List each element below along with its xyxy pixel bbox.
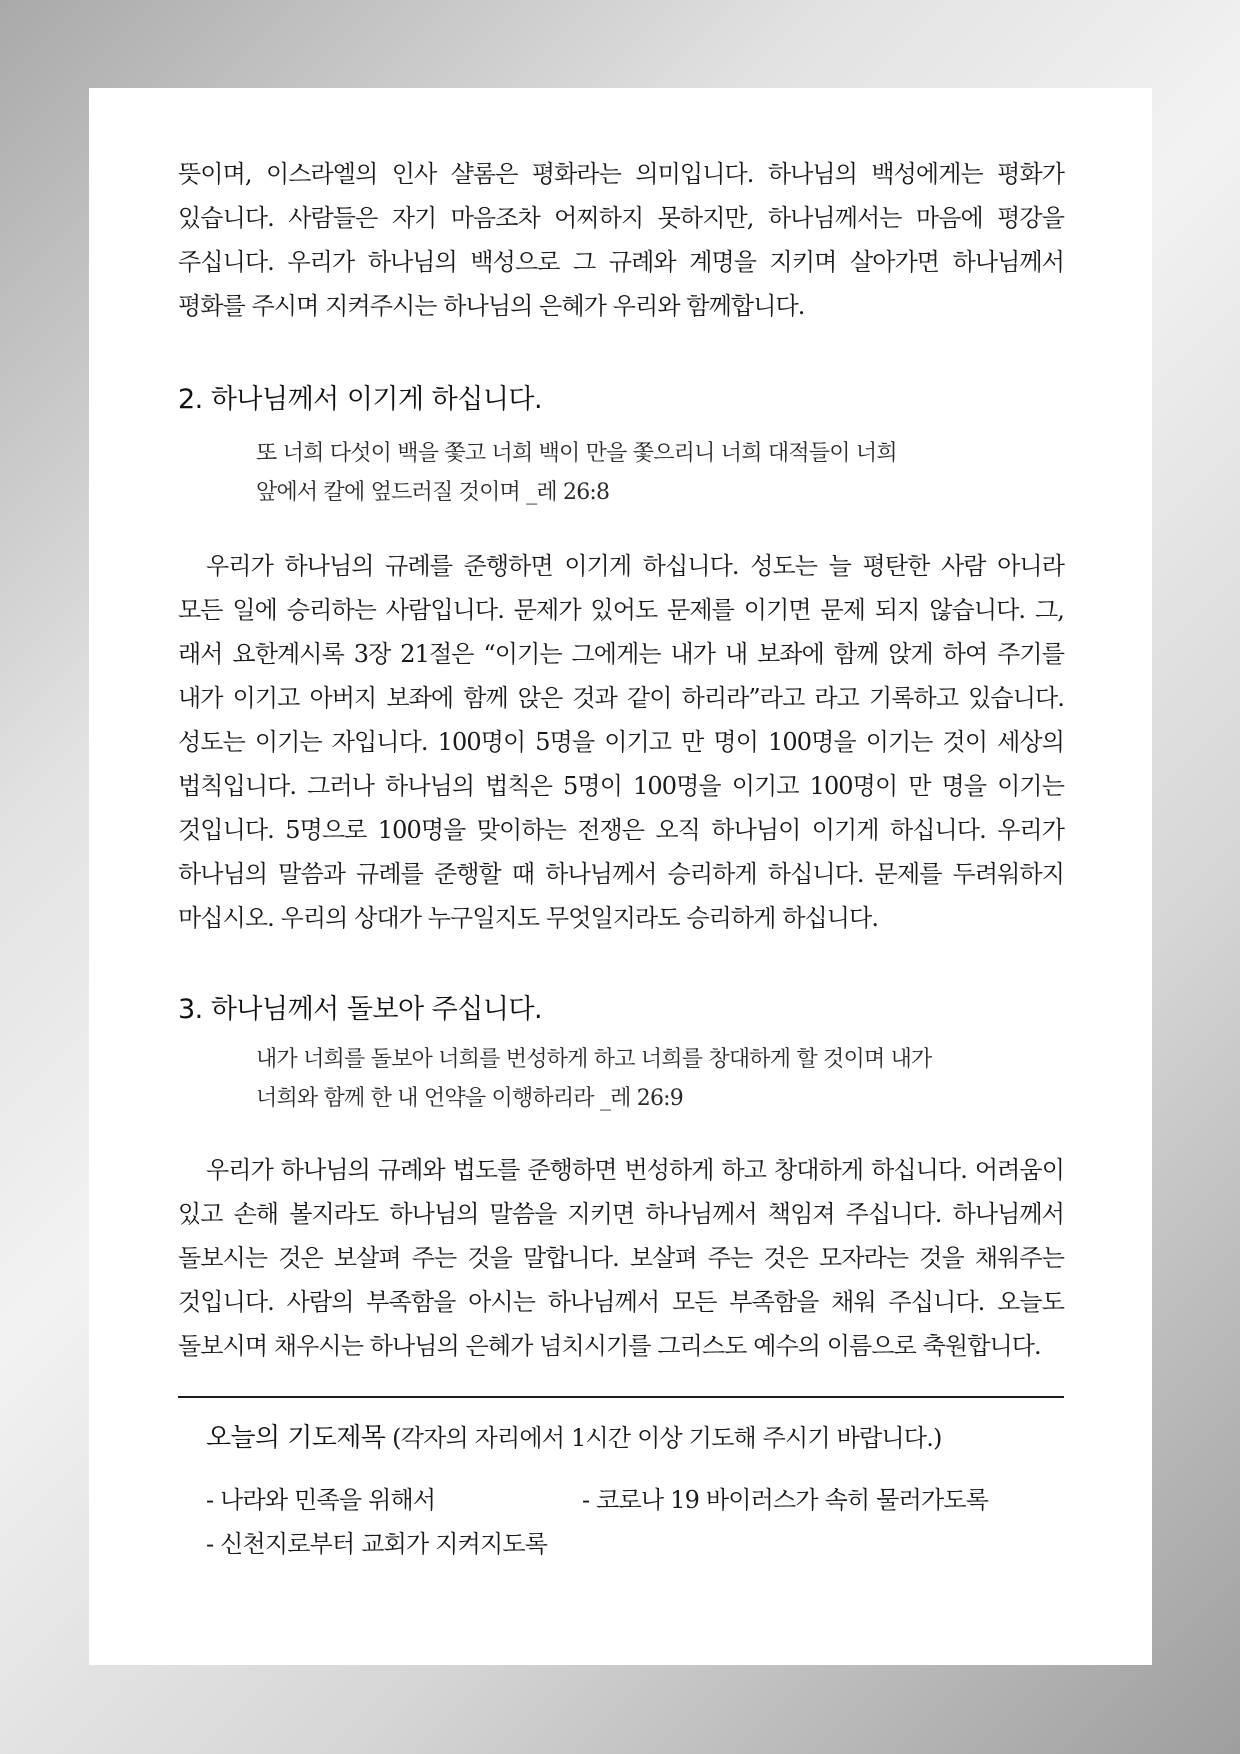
section-heading-care: 3. 하나님께서 돌보아 주십니다. [178,994,543,1025]
paragraph-peace: 뜻이며, 이스라엘의 인사 샬롬은 평화라는 의미입니다. 하나님의 백성에게는 평화가 있습니다. 사람들은 자기 마음조차 어찌하지 못하지만, 하나님께서는 마음에 평강을 주십니다. 우리가 하나님의 백성으로 그 규례와 계명을 지키며 살아가면 하나님께서 평화를 주시며 지켜주시는 하나님의 은혜가 우리와 함께합니다. [178,160,1064,320]
prayer-section [178,1420,1064,1562]
prayer-header [206,1420,1064,1456]
prayer-title: 오늘의 기도제목 [206,1423,386,1453]
page-content [178,152,1064,1562]
section-divider [178,1396,1064,1398]
document-page [89,88,1152,1665]
scripture-quote-lev-26-8: 또 너희 다섯이 백을 쫓고 너희 백이 만을 쫓으리니 너희 대적들이 너희 앞에서 칼에 엎드러질 것이며 _레 26:8 [256,441,897,505]
prayer-item: - 나라와 민족을 위해서 [206,1486,436,1514]
prayer-note: (각자의 자리에서 1시간 이상 기도해 주시기 바랍니다.) [392,1424,942,1452]
paragraph-victory: 우리가 하나님의 규례를 준행하면 이기게 하십니다. 성도는 늘 평탄한 사람 아니라 모든 일에 승리하는 사람입니다. 문제가 있어도 문제를 이기면 문제 되지 않습니다. 그,래서 요한계시록 3장 21절은 “이기는 그에게는 내가 내 보좌에 함께 앉게 하여 주기를 내가 이기고 아버지 보좌에 함께 앉은 것과 같이 하리라”라고 라고 기록하고 있습니다. 성도는 이기는 자입니다. 100명이 5명을 이기고 만 명이 100명을 이기는 것이 세상의 법칙입니다. 그러나 하나님의 법칙은 5명이 100명을 이기고 100명이 만 명을 이기는 것입니다. 5명으로 100명을 맞이하는 전쟁은 오직 하나님이 이기게 하십니다. 우리가 하나님의 말씀과 규례를 준행할 때 하나님께서 승리하게 하십니다. 문제를 두려워하지 마십시오. 우리의 상대가 누구일지도 무엇일지라도 승리하게 하십니다. [178,552,1064,932]
scripture-quote-lev-26-9: 내가 너희를 돌보아 너희를 번성하게 하고 너희를 창대하게 할 것이며 내가 너희와 함께 한 내 언약을 이행하리라 _레 26:9 [256,1047,932,1111]
section-heading-victory: 2. 하나님께서 이기게 하십니다. [178,384,543,415]
prayer-item: - 코로나 19 바이러스가 속히 물러가도록 [582,1486,989,1514]
prayer-list [206,1482,1064,1562]
paragraph-care: 우리가 하나님의 규례와 법도를 준행하면 번성하게 하고 창대하게 하십니다. 어려움이 있고 손해 볼지라도 하나님의 말씀을 지키면 하나님께서 책임져 주십니다. 하나님께서 돌보시는 것은 보살펴 주는 것을 말합니다. 보살펴 주는 것은 모자라는 것을 채워주는 것입니다. 사람의 부족함을 아시는 하나님께서 모든 부족함을 채워 주십니다. 오늘도 돌보시며 채우시는 하나님의 은혜가 넘치시기를 그리스도 예수의 이름으로 축원합니다. [178,1156,1065,1360]
prayer-item: - 신천지로부터 교회가 지켜지도록 [206,1530,548,1558]
